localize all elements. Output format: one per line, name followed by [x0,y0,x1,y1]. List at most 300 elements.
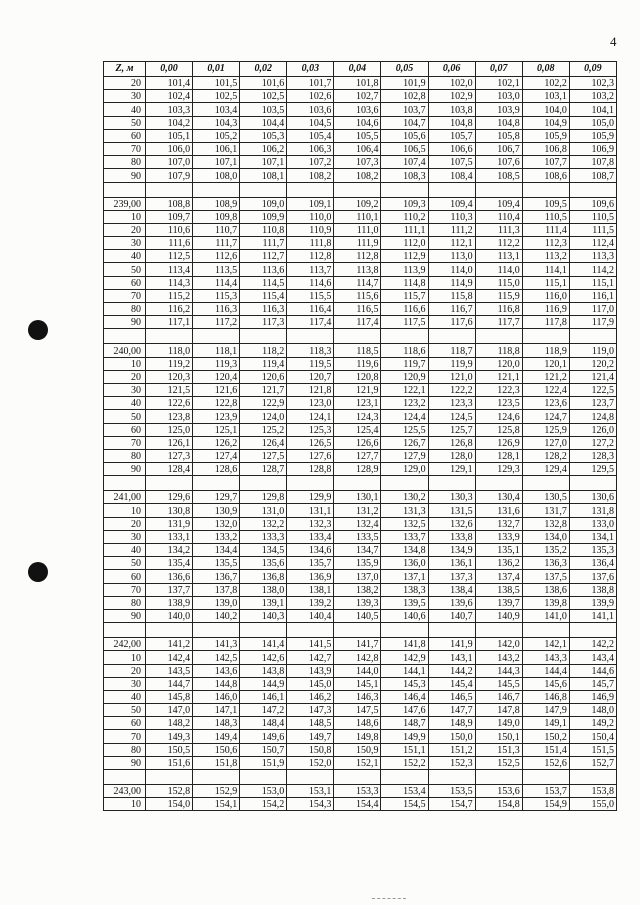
table-row [104,756,617,769]
table-cell: 103,6 [287,103,334,116]
empty-cell [569,329,616,344]
table-cell: 149,4 [193,730,240,743]
table-cell: 117,4 [287,316,334,329]
table-cell: 132,0 [193,517,240,530]
table-cell: 133,7 [381,530,428,543]
table-cell: 149,7 [287,730,334,743]
table-cell: 134,7 [334,544,381,557]
z-value-cell: 240,00 [104,344,146,357]
table-cell: 152,8 [146,785,193,798]
table-cell: 135,5 [193,557,240,570]
empty-cell [104,182,146,197]
table-cell: 136,1 [428,557,475,570]
table-row [104,609,617,622]
empty-cell [146,770,193,785]
table-cell: 147,2 [240,704,287,717]
table-cell: 116,0 [522,289,569,302]
table-cell: 123,8 [146,410,193,423]
table-cell: 102,5 [240,90,287,103]
table-cell: 125,5 [381,423,428,436]
table-cell: 110,8 [240,223,287,236]
table-cell: 109,8 [193,210,240,223]
table-cell: 124,6 [475,410,522,423]
table-cell: 124,0 [240,410,287,423]
table-cell: 143,9 [287,664,334,677]
table-cell: 123,6 [522,397,569,410]
table-cell: 120,4 [193,370,240,383]
table-cell: 117,8 [522,316,569,329]
table-cell: 144,1 [381,664,428,677]
table-cell: 106,1 [193,142,240,155]
table-cell: 124,1 [287,410,334,423]
table-cell: 115,5 [287,289,334,302]
table-row [104,357,617,370]
table-cell: 141,7 [334,638,381,651]
table-cell: 102,7 [334,90,381,103]
table-cell: 148,7 [381,717,428,730]
table-cell: 128,2 [522,449,569,462]
table-row [104,530,617,543]
table-cell: 135,2 [522,544,569,557]
column-header: 0,01 [193,62,240,77]
table-cell: 115,0 [475,276,522,289]
table-cell: 110,5 [569,210,616,223]
empty-cell [146,329,193,344]
table-cell: 117,6 [428,316,475,329]
table-cell: 108,8 [146,197,193,210]
table-cell: 116,6 [381,303,428,316]
table-cell: 119,2 [146,357,193,370]
table-cell: 130,9 [193,504,240,517]
table-cell: 117,1 [146,316,193,329]
table-cell: 148,2 [146,717,193,730]
table-row [104,197,617,210]
table-cell: 150,7 [240,743,287,756]
table-row [104,504,617,517]
table-cell: 112,8 [334,250,381,263]
table-cell: 144,4 [522,664,569,677]
table-cell: 129,4 [522,463,569,476]
table-cell: 125,0 [146,423,193,436]
table-cell: 125,1 [193,423,240,436]
table-row [104,557,617,570]
table-row [104,463,617,476]
table-cell: 115,8 [428,289,475,302]
table-cell: 130,4 [475,491,522,504]
table-cell: 135,9 [334,557,381,570]
table-cell: 106,9 [569,142,616,155]
table-row [104,730,617,743]
table-cell: 104,2 [146,116,193,129]
table-cell: 134,9 [428,544,475,557]
empty-cell [334,476,381,491]
table-cell: 127,6 [287,449,334,462]
table-cell: 120,8 [334,370,381,383]
table-cell: 141,3 [193,638,240,651]
table-cell: 117,2 [193,316,240,329]
table-cell: 141,2 [146,638,193,651]
table-cell: 128,1 [475,449,522,462]
table-cell: 101,5 [193,77,240,90]
table-cell: 122,6 [146,397,193,410]
table-cell: 123,7 [569,397,616,410]
punch-hole-mark [28,562,48,582]
table-cell: 151,8 [193,756,240,769]
empty-cell [193,770,240,785]
table-cell: 138,6 [522,583,569,596]
group-separator-row [104,182,617,197]
table-cell: 107,3 [334,156,381,169]
table-cell: 142,2 [569,638,616,651]
table-cell: 125,4 [334,423,381,436]
table-cell: 106,3 [287,142,334,155]
table-cell: 113,6 [240,263,287,276]
z-value-cell: 50 [104,116,146,129]
table-cell: 150,4 [569,730,616,743]
table-cell: 111,5 [569,223,616,236]
empty-cell [146,182,193,197]
table-cell: 133,2 [193,530,240,543]
table-cell: 137,0 [334,570,381,583]
table-cell: 129,7 [193,491,240,504]
table-cell: 109,3 [381,197,428,210]
table-cell: 136,2 [475,557,522,570]
table-cell: 137,3 [428,570,475,583]
empty-cell [287,770,334,785]
z-value-cell: 30 [104,383,146,396]
z-value-cell: 242,00 [104,638,146,651]
empty-cell [146,623,193,638]
table-row [104,77,617,90]
table-cell: 108,6 [522,169,569,182]
table-cell: 153,1 [287,785,334,798]
table-cell: 101,8 [334,77,381,90]
table-cell: 150,2 [522,730,569,743]
z-value-cell: 90 [104,756,146,769]
table-cell: 114,8 [381,276,428,289]
table-cell: 110,2 [381,210,428,223]
table-cell: 125,8 [475,423,522,436]
table-cell: 118,7 [428,344,475,357]
table-cell: 112,1 [428,237,475,250]
table-cell: 129,9 [287,491,334,504]
table-cell: 104,4 [240,116,287,129]
table-cell: 122,9 [240,397,287,410]
table-row [104,491,617,504]
table-cell: 126,5 [287,436,334,449]
table-cell: 106,7 [475,142,522,155]
table-cell: 103,9 [475,103,522,116]
table-cell: 133,0 [569,517,616,530]
table-cell: 143,5 [146,664,193,677]
table-row [104,517,617,530]
z-value-cell: 50 [104,704,146,717]
table-cell: 128,0 [428,449,475,462]
table-cell: 110,5 [522,210,569,223]
table-cell: 119,6 [334,357,381,370]
table-cell: 103,6 [334,103,381,116]
table-cell: 109,4 [428,197,475,210]
table-cell: 139,1 [240,596,287,609]
table-cell: 109,6 [569,197,616,210]
table-cell: 115,4 [240,289,287,302]
table-cell: 103,1 [522,90,569,103]
table-cell: 113,4 [146,263,193,276]
table-cell: 154,2 [240,798,287,811]
z-value-cell: 10 [104,798,146,811]
table-cell: 103,2 [569,90,616,103]
table-cell: 106,5 [381,142,428,155]
column-header: 0,09 [569,62,616,77]
table-cell: 123,9 [193,410,240,423]
table-cell: 143,2 [475,651,522,664]
empty-cell [381,182,428,197]
table-cell: 116,3 [193,303,240,316]
table-cell: 118,6 [381,344,428,357]
table-cell: 128,3 [569,449,616,462]
table-cell: 146,7 [475,690,522,703]
z-value-cell: 30 [104,90,146,103]
table-cell: 132,3 [287,517,334,530]
table-row [104,169,617,182]
table-cell: 105,3 [240,129,287,142]
empty-cell [104,623,146,638]
table-cell: 122,2 [428,383,475,396]
table-cell: 135,4 [146,557,193,570]
table-cell: 115,2 [146,289,193,302]
table-cell: 114,5 [240,276,287,289]
empty-cell [475,770,522,785]
table-cell: 143,3 [522,651,569,664]
table-cell: 131,2 [334,504,381,517]
table-cell: 102,9 [428,90,475,103]
table-cell: 118,5 [334,344,381,357]
table-cell: 125,7 [428,423,475,436]
empty-cell [104,329,146,344]
empty-cell [193,182,240,197]
table-cell: 104,5 [287,116,334,129]
table-cell: 152,9 [193,785,240,798]
table-cell: 154,8 [475,798,522,811]
table-cell: 116,5 [334,303,381,316]
table-cell: 130,2 [381,491,428,504]
z-value-cell: 30 [104,677,146,690]
table-cell: 102,2 [522,77,569,90]
table-cell: 104,7 [381,116,428,129]
table-cell: 138,8 [569,583,616,596]
table-cell: 114,0 [428,263,475,276]
table-cell: 108,9 [193,197,240,210]
table-row [104,289,617,302]
table-cell: 136,3 [522,557,569,570]
table-cell: 118,8 [475,344,522,357]
table-cell: 108,3 [381,169,428,182]
table-row [104,103,617,116]
empty-cell [381,476,428,491]
table-cell: 151,4 [522,743,569,756]
table-row [104,690,617,703]
table-cell: 113,9 [381,263,428,276]
table-cell: 136,4 [569,557,616,570]
table-row [104,156,617,169]
table-row [104,370,617,383]
table-cell: 128,8 [287,463,334,476]
table-cell: 119,5 [287,357,334,370]
table-cell: 152,5 [475,756,522,769]
table-cell: 103,5 [240,103,287,116]
table-cell: 130,1 [334,491,381,504]
table-cell: 107,9 [146,169,193,182]
table-cell: 141,4 [240,638,287,651]
table-cell: 131,5 [428,504,475,517]
table-cell: 107,6 [475,156,522,169]
column-header: 0,08 [522,62,569,77]
table-cell: 138,9 [146,596,193,609]
table-row [104,664,617,677]
table-cell: 126,6 [334,436,381,449]
table-cell: 131,6 [475,504,522,517]
table-row [104,677,617,690]
table-row [104,116,617,129]
table-cell: 140,7 [428,609,475,622]
table-cell: 106,0 [146,142,193,155]
table-row [104,717,617,730]
table-cell: 112,2 [475,237,522,250]
table-cell: 110,4 [475,210,522,223]
z-value-cell: 80 [104,303,146,316]
table-cell: 134,0 [522,530,569,543]
table-cell: 124,8 [569,410,616,423]
table-cell: 116,8 [475,303,522,316]
table-cell: 109,5 [522,197,569,210]
table-cell: 113,5 [193,263,240,276]
table-row [104,410,617,423]
table-cell: 142,8 [334,651,381,664]
z-value-cell: 239,00 [104,197,146,210]
table-cell: 127,2 [569,436,616,449]
table-cell: 154,4 [334,798,381,811]
table-cell: 114,6 [287,276,334,289]
table-cell: 133,5 [334,530,381,543]
table-cell: 108,0 [193,169,240,182]
table-cell: 110,1 [334,210,381,223]
table-cell: 107,1 [240,156,287,169]
table-cell: 148,4 [240,717,287,730]
table-cell: 149,2 [569,717,616,730]
group-separator-row [104,329,617,344]
table-cell: 122,3 [475,383,522,396]
table-row [104,583,617,596]
table-cell: 104,6 [334,116,381,129]
volume-table [103,61,617,811]
table-cell: 151,9 [240,756,287,769]
z-value-cell: 70 [104,730,146,743]
empty-cell [334,329,381,344]
table-cell: 154,5 [381,798,428,811]
table-row [104,344,617,357]
table-cell: 105,1 [146,129,193,142]
z-value-cell: 70 [104,583,146,596]
table-cell: 121,0 [428,370,475,383]
table-cell: 108,2 [287,169,334,182]
table-cell: 145,0 [287,677,334,690]
empty-cell [240,623,287,638]
table-cell: 105,9 [522,129,569,142]
table-cell: 140,9 [475,609,522,622]
table-cell: 105,2 [193,129,240,142]
table-cell: 146,0 [193,690,240,703]
empty-cell [193,476,240,491]
table-cell: 147,1 [193,704,240,717]
table-cell: 128,9 [334,463,381,476]
table-cell: 148,6 [334,717,381,730]
group-separator-row [104,476,617,491]
table-cell: 146,1 [240,690,287,703]
scan-artifact-line [372,898,406,900]
table-cell: 109,2 [334,197,381,210]
empty-cell [428,770,475,785]
table-cell: 124,4 [381,410,428,423]
z-value-cell: 90 [104,609,146,622]
empty-cell [522,182,569,197]
z-value-cell: 60 [104,276,146,289]
table-cell: 135,6 [240,557,287,570]
table-cell: 101,7 [287,77,334,90]
table-cell: 142,4 [146,651,193,664]
empty-cell [146,476,193,491]
table-cell: 144,3 [475,664,522,677]
table-cell: 122,4 [522,383,569,396]
table-cell: 146,3 [334,690,381,703]
table-cell: 138,4 [428,583,475,596]
empty-cell [569,770,616,785]
table-row [104,237,617,250]
table-cell: 153,4 [381,785,428,798]
table-cell: 126,0 [569,423,616,436]
table-row [104,596,617,609]
empty-cell [522,623,569,638]
table-cell: 121,6 [193,383,240,396]
table-cell: 112,8 [287,250,334,263]
table-cell: 139,3 [334,596,381,609]
table-cell: 120,1 [522,357,569,370]
table-body [104,77,617,811]
table-row [104,303,617,316]
table-cell: 129,6 [146,491,193,504]
empty-cell [287,329,334,344]
table-cell: 145,8 [146,690,193,703]
column-header: 0,06 [428,62,475,77]
table-cell: 127,9 [381,449,428,462]
table-cell: 103,4 [193,103,240,116]
table-cell: 150,9 [334,743,381,756]
table-cell: 139,8 [522,596,569,609]
table-cell: 149,0 [475,717,522,730]
table-cell: 131,7 [522,504,569,517]
table-cell: 138,3 [381,583,428,596]
table-cell: 137,8 [193,583,240,596]
table-cell: 105,7 [428,129,475,142]
table-row [104,798,617,811]
table-cell: 142,6 [240,651,287,664]
table-cell: 102,5 [193,90,240,103]
table-cell: 121,7 [240,383,287,396]
table-cell: 107,5 [428,156,475,169]
table-row [104,129,617,142]
table-cell: 150,8 [287,743,334,756]
table-cell: 101,4 [146,77,193,90]
table-cell: 134,6 [287,544,334,557]
